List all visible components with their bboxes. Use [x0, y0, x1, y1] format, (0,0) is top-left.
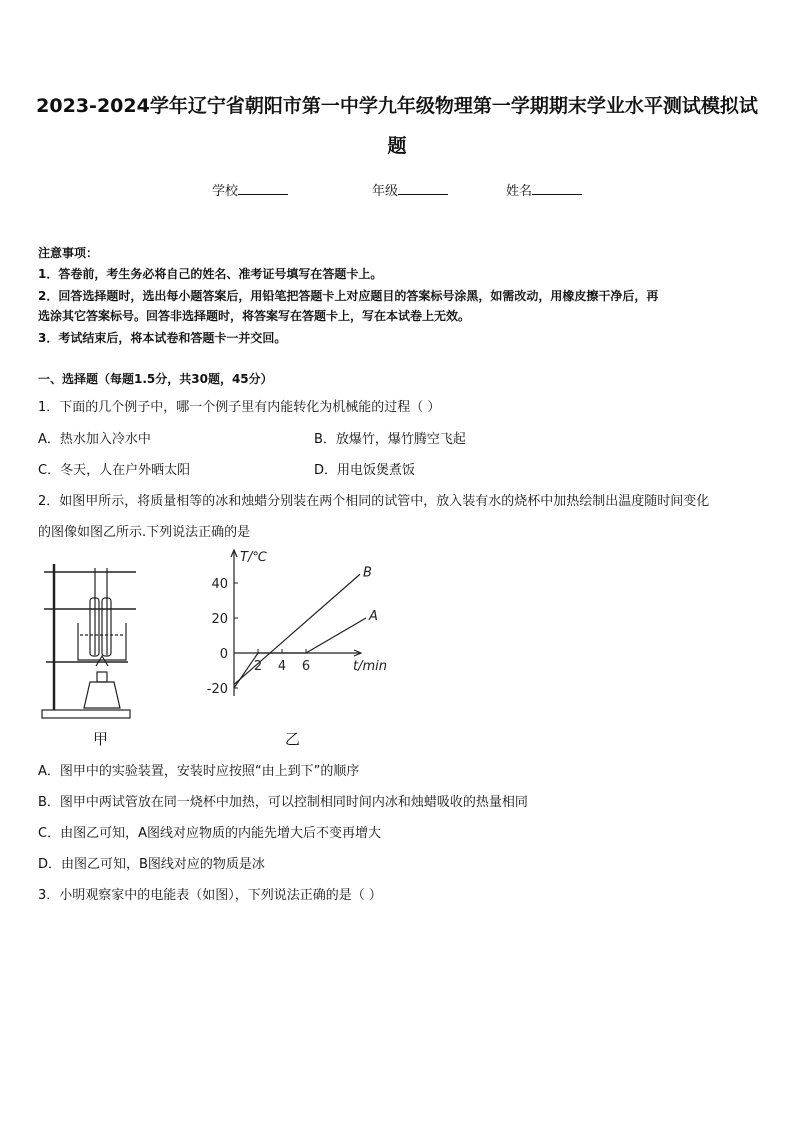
school-blank [238, 182, 288, 195]
series-b-label: B [363, 565, 372, 581]
y-tick-label: 0 [219, 647, 228, 662]
x-tick-label: 2 [253, 659, 263, 674]
series-b-line [234, 574, 360, 684]
figure-jia-label: 甲 [93, 730, 109, 748]
temperature-time-chart [200, 545, 400, 725]
title-line-2: 题 [387, 135, 407, 157]
q1-stem: 1．下面的几个例子中，哪一个例子里有内能转化为机械能的过程（ ） [38, 400, 441, 415]
y-tick-label: 20 [211, 612, 228, 627]
title-line-1: 2023-2024学年辽宁省朝阳市第一中学九年级物理第一学期期末学业水平测试模拟试 [36, 95, 758, 117]
apparatus-figure [40, 560, 140, 722]
q2-option-d: D．由图乙可知，B图线对应的物质是冰 [38, 857, 265, 872]
apparatus-alcohol-lamp [84, 682, 120, 708]
name-field [506, 180, 582, 199]
notice-item-2a: 2．回答选择题时，选出每小题答案后，用铅笔把答题卡上对应题目的答案标号涂黑，如需改动，用橡皮擦干净后，再 [38, 289, 659, 303]
series-a-label: A [369, 609, 378, 624]
q2-option-b: B．图甲中两试管放在同一烧杯中加热，可以控制相同时间内冰和烛蜡吸收的热量相同 [38, 795, 528, 810]
x-tick-label: 4 [277, 659, 287, 674]
notice-item-3: 3．考试结束后，将本试卷和答题卡一并交回。 [38, 331, 287, 345]
page-title [30, 86, 764, 166]
q1-option-a: A．热水加入冷水中 [38, 432, 151, 447]
name-label: 姓名 [506, 184, 533, 199]
grade-label: 年级 [372, 184, 399, 199]
q1-option-c: C．冬天，人在户外晒太阳 [38, 463, 191, 478]
q2-option-a: A．图甲中的实验装置，安装时应按照“由上到下”的顺序 [38, 764, 360, 779]
notice-item-1: 1．答卷前，考生务必将自己的姓名、准考证号填写在答题卡上。 [38, 267, 383, 281]
y-axis-label: T/℃ [240, 550, 267, 565]
school-label: 学校 [212, 184, 239, 199]
section-heading: 一、选择题（每题1.5分，共30题，45分） [38, 372, 273, 386]
y-tick-label: 40 [211, 577, 228, 592]
school-field [212, 180, 288, 199]
name-blank [532, 182, 582, 195]
grade-blank [398, 182, 448, 195]
apparatus-base [42, 710, 130, 718]
x-axis-label: t/min [353, 659, 387, 674]
q1-option-d: D．用电饭煲煮饭 [314, 463, 416, 478]
grade-field [372, 180, 448, 199]
apparatus-flame [96, 656, 108, 666]
q2-stem-2: 的图像如图乙所示.下列说法正确的是 [38, 525, 251, 540]
apparatus-lamp-cap [97, 672, 107, 682]
q3-stem: 3．小明观察家中的电能表（如图），下列说法正确的是（ ） [38, 888, 382, 903]
figure-yi-label: 乙 [285, 730, 301, 748]
y-tick-label: -20 [206, 682, 228, 697]
x-tick-label: 6 [301, 659, 311, 674]
notice-item-2b: 选涂其它答案标号。回答非选择题时，将答案写在答题卡上，写在本试卷上无效。 [38, 309, 471, 323]
q2-option-c: C．由图乙可知，A图线对应物质的内能先增大后不变再增大 [38, 826, 381, 841]
q1-option-b: B．放爆竹，爆竹腾空飞起 [314, 432, 466, 447]
q2-stem-1: 2．如图甲所示，将质量相等的冰和烛蜡分别装在两个相同的试管中，放入装有水的烧杯中加热绘制出温度随时间变化 [38, 494, 710, 509]
notice-heading: 注意事项： [38, 246, 99, 260]
